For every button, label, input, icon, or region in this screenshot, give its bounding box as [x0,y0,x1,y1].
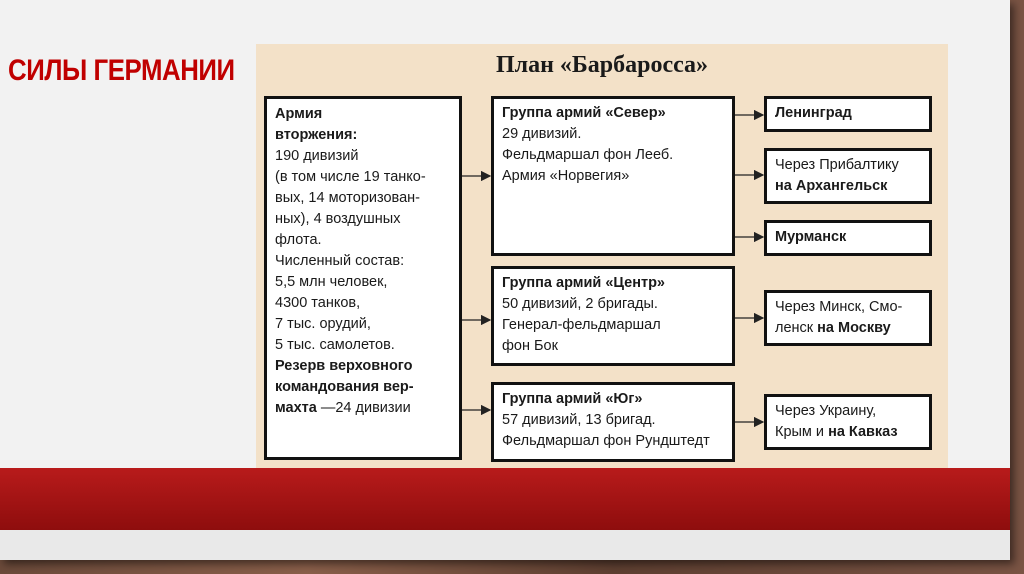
target-moscow-line2 [775,318,921,339]
target-murmansk-box [764,220,932,256]
army-last-regular: —24 дивизии [316,400,411,416]
army-line: 4300 танков, [275,295,361,311]
invasion-army-box [264,96,462,460]
slide-title: СИЛЫ ГЕРМАНИИ [8,54,235,87]
target-leningrad-box [764,96,932,132]
target-caucasus-line2-regular: Крым и [775,424,829,440]
group-center-line: Генерал-фельдмаршал [502,317,661,333]
army-last-line [275,398,451,419]
target-leningrad: Ленинград [775,105,852,121]
group-south-title: Группа армий «Юг» [502,391,643,407]
footer-strip [0,530,1010,560]
group-center-title: Группа армий «Центр» [502,275,665,291]
army-line: 190 дивизий [275,148,359,164]
army-line: Армия [275,106,323,122]
target-caucasus-line1: Через Украину, [775,403,877,419]
target-moscow-box [764,290,932,346]
barbarossa-diagram [256,44,948,468]
target-arkhangelsk-box [764,148,932,204]
decorative-red-band [0,468,1010,530]
army-line: Резерв верховного [275,358,413,374]
target-arkhangelsk-line1: Через Прибалтику [775,157,899,173]
target-moscow-line2-regular: ленск [775,320,818,336]
army-line: флота. [275,232,322,248]
army-group-north-box [491,96,735,256]
plan-title: План «Барбаросса» [495,52,709,78]
group-south-line: Фельдмаршал фон Рундштедт [502,433,710,449]
target-murmansk: Мурманск [775,229,847,245]
target-caucasus-line2-bold: на Кавказ [828,424,898,440]
army-line: (в том числе 19 танко- [275,169,426,185]
target-caucasus-line2 [775,422,921,443]
group-north-line: Фельдмаршал фон Лееб. [502,147,674,163]
army-group-south-box [491,382,735,462]
target-caucasus-box [764,394,932,450]
army-line: вых, 14 моторизован- [275,190,420,206]
army-line: Численный состав: [275,253,405,269]
group-north-line: 29 дивизий. [502,126,582,142]
army-last-bold: махта [275,400,317,416]
army-line: ных), 4 воздушных [275,211,401,227]
army-line: 7 тыс. орудий, [275,316,371,332]
target-moscow-line2-bold: на Москву [817,320,891,336]
group-center-line: фон Бок [502,338,558,354]
army-line: вторжения: [275,127,358,143]
group-north-line: Армия «Норвегия» [502,168,630,184]
group-south-line: 57 дивизий, 13 бригад. [502,412,656,428]
target-arkhangelsk-line2: на Архангельск [775,178,888,194]
army-group-center-box [491,266,735,366]
army-line: командования вер- [275,379,414,395]
army-line: 5,5 млн человек, [275,274,388,290]
army-lines [275,104,451,398]
target-moscow-line1: Через Минск, Смо- [775,299,903,315]
army-line: 5 тыс. самолетов. [275,337,395,353]
group-center-line: 50 дивизий, 2 бригады. [502,296,658,312]
group-north-title: Группа армий «Север» [502,105,666,121]
